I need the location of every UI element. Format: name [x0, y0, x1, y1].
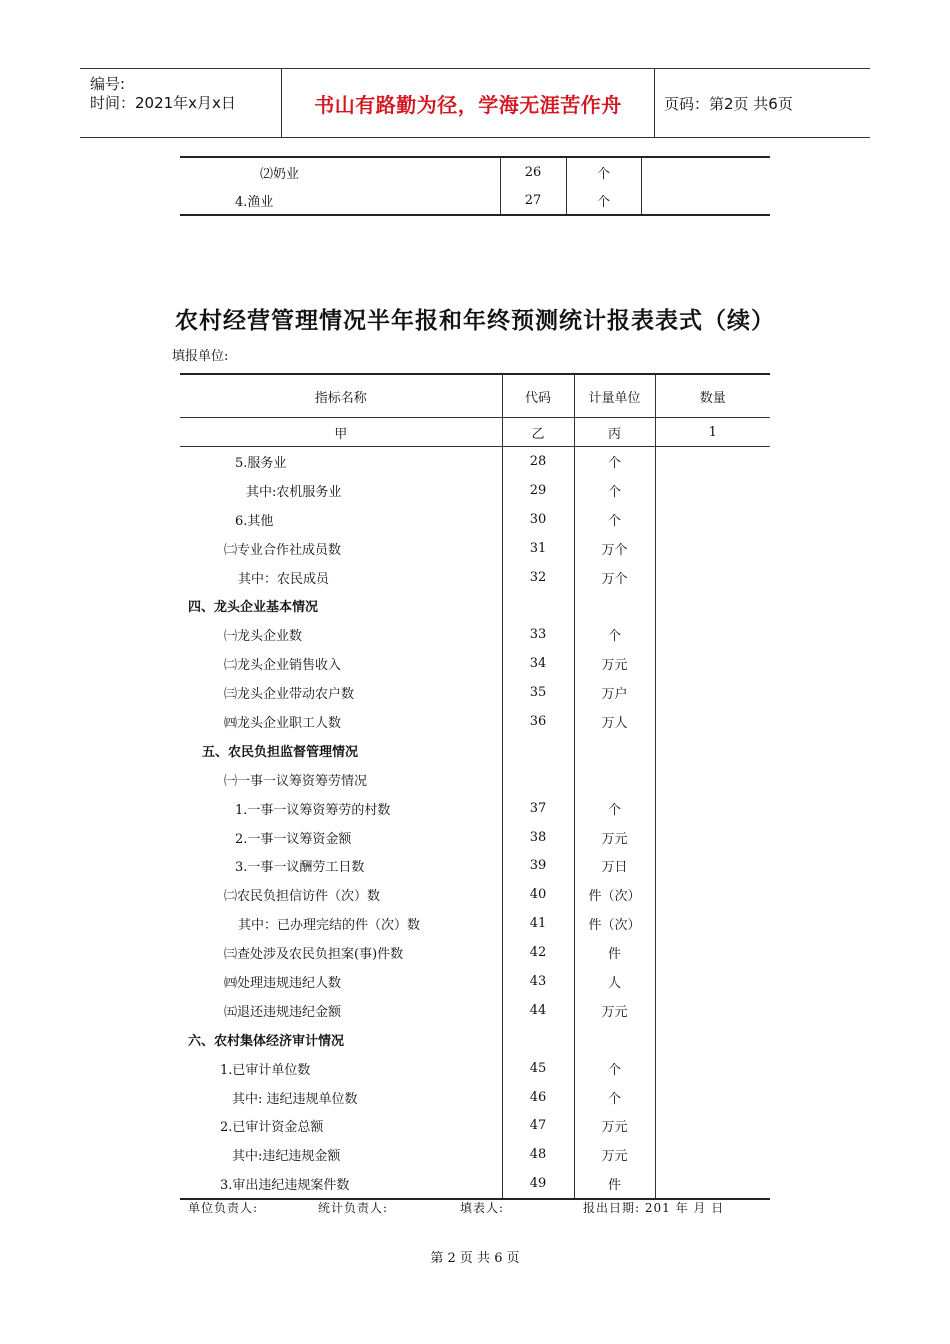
code-cell	[502, 736, 574, 765]
table-row	[180, 1140, 770, 1169]
indicator-name-cell: 其中：农民成员	[238, 571, 330, 587]
indicator-name-cell: ⑵奶业	[260, 166, 300, 182]
quantity-cell	[655, 851, 770, 880]
quantity-cell	[655, 707, 770, 736]
unit-cell: 个	[574, 476, 655, 505]
indicator-name-cell: 2.一事一议筹资金额	[235, 831, 352, 847]
table-row	[180, 476, 770, 505]
quantity-cell	[655, 678, 770, 707]
table-subheader-row	[180, 418, 770, 447]
indicator-name-cell: 五、农民负担监督管理情况	[202, 744, 359, 760]
unit-cell: 个	[566, 157, 641, 186]
table-row	[180, 823, 770, 852]
quantity-cell	[655, 765, 770, 794]
unit-head-label: 单位负责人:	[188, 1201, 259, 1215]
code-cell: 30	[502, 505, 574, 534]
table-row	[180, 765, 770, 794]
table-row	[180, 620, 770, 649]
quantity-cell	[655, 1169, 770, 1199]
unit-cell: 万元	[574, 649, 655, 678]
quantity-cell	[655, 794, 770, 823]
unit-cell: 万个	[574, 534, 655, 563]
indicator-name-cell: ㈢查处涉及农民负担案(事)件数	[224, 947, 404, 963]
quantity-cell	[655, 534, 770, 563]
quantity-cell	[655, 996, 770, 1025]
indicator-name-cell: 四、龙头企业基本情况	[188, 600, 319, 616]
unit-cell: 万元	[574, 996, 655, 1025]
table-row	[180, 505, 770, 534]
table-row	[180, 1111, 770, 1140]
indicator-name-cell: 6.其他	[235, 513, 274, 529]
code-cell: 32	[502, 563, 574, 592]
motto-text: 书山有路勤为径，学海无涯苦作舟	[314, 92, 622, 117]
table-row	[180, 563, 770, 592]
quantity-cell	[655, 967, 770, 996]
quantity-cell	[655, 447, 770, 476]
unit-cell: 个	[574, 1083, 655, 1112]
unit-cell: 个	[574, 620, 655, 649]
fill-unit-label: 填报单位:	[172, 349, 229, 364]
table-row	[180, 880, 770, 909]
code-cell: 43	[502, 967, 574, 996]
table-row	[180, 157, 770, 186]
table-row	[180, 447, 770, 476]
indicator-name-cell: ㈤退还违规违纪金额	[224, 1004, 342, 1020]
unit-cell: 万人	[574, 707, 655, 736]
quantity-cell	[655, 823, 770, 852]
quantity-cell	[655, 649, 770, 678]
continued-table-fragment	[180, 156, 770, 216]
table-row	[180, 794, 770, 823]
page-number-label: 页码：第2页 共6页	[664, 94, 793, 113]
code-cell: 28	[502, 447, 574, 476]
page-title: 农村经营管理情况半年报和年终预测统计报表表式（续）	[175, 308, 775, 334]
unit-cell	[574, 765, 655, 794]
unit-cell	[574, 1025, 655, 1054]
header-page-cell	[654, 69, 870, 137]
table-row	[180, 1083, 770, 1112]
header-quantity: 数量	[655, 374, 770, 418]
table-row	[180, 534, 770, 563]
subheader-quantity: 1	[655, 418, 770, 447]
code-cell: 33	[502, 620, 574, 649]
stat-head-label: 统计负责人:	[318, 1201, 389, 1215]
code-cell: 49	[502, 1169, 574, 1199]
table-row	[180, 967, 770, 996]
quantity-cell	[655, 1140, 770, 1169]
unit-cell: 万日	[574, 851, 655, 880]
unit-cell: 个	[574, 1054, 655, 1083]
quantity-cell	[655, 1083, 770, 1112]
table-row	[180, 851, 770, 880]
indicator-name-cell: 1.已审计单位数	[220, 1062, 311, 1078]
quantity-cell	[641, 186, 770, 215]
indicator-name-cell: 2.已审计资金总额	[220, 1120, 324, 1136]
code-cell: 38	[502, 823, 574, 852]
code-cell: 44	[502, 996, 574, 1025]
unit-cell: 万元	[574, 1111, 655, 1140]
indicator-name-cell: 其中:农机服务业	[246, 484, 342, 500]
table-row	[180, 909, 770, 938]
indicator-name-cell: 其中: 违纪违规单位数	[232, 1091, 358, 1107]
code-cell: 45	[502, 1054, 574, 1083]
quantity-cell	[655, 909, 770, 938]
code-cell: 48	[502, 1140, 574, 1169]
unit-cell: 个	[566, 186, 641, 215]
quantity-cell	[655, 563, 770, 592]
quantity-cell	[655, 1025, 770, 1054]
indicator-name-cell: 3.一事一议酬劳工日数	[235, 860, 365, 876]
filler-label: 填表人:	[460, 1201, 505, 1215]
subheader-unit: 丙	[574, 418, 655, 447]
table-row	[180, 591, 770, 620]
table-row	[180, 938, 770, 967]
subheader-code: 乙	[502, 418, 574, 447]
table-row	[180, 707, 770, 736]
header-left-cell	[80, 69, 280, 137]
indicator-name-cell: ㈠龙头企业数	[224, 629, 303, 645]
serial-label: 编号:	[90, 75, 126, 93]
code-cell: 31	[502, 534, 574, 563]
quantity-cell	[655, 1111, 770, 1140]
code-cell: 34	[502, 649, 574, 678]
time-label: 时间：2021年x月x日	[90, 94, 236, 112]
unit-cell: 万个	[574, 563, 655, 592]
header-unit: 计量单位	[574, 374, 655, 418]
indicator-name-cell: ㈢龙头企业带动农户数	[224, 687, 355, 703]
page-footer: 第 2 页 共 6 页	[430, 1251, 520, 1266]
quantity-cell	[655, 591, 770, 620]
unit-cell: 万元	[574, 1140, 655, 1169]
code-cell: 42	[502, 938, 574, 967]
table-row	[180, 996, 770, 1025]
quantity-cell	[655, 620, 770, 649]
code-cell	[502, 1025, 574, 1054]
indicator-name-cell: ㈠一事一议筹资筹劳情况	[224, 773, 368, 789]
indicator-name-cell: 5.服务业	[235, 455, 287, 471]
code-cell: 37	[502, 794, 574, 823]
code-cell: 36	[502, 707, 574, 736]
header-code: 代码	[502, 374, 574, 418]
header-indicator-name: 指标名称	[180, 374, 502, 418]
unit-cell: 件（次）	[574, 880, 655, 909]
statistics-table	[180, 373, 770, 1200]
code-cell	[502, 591, 574, 620]
indicator-name-cell: 1.一事一议筹资筹劳的村数	[235, 802, 391, 818]
indicator-name-cell: ㈡龙头企业销售收入	[224, 658, 342, 674]
code-cell: 47	[502, 1111, 574, 1140]
header-motto-cell	[281, 69, 655, 137]
code-cell: 39	[502, 851, 574, 880]
indicator-name-cell: ㈣处理违规违纪人数	[224, 975, 342, 991]
unit-cell: 件（次）	[574, 909, 655, 938]
table-row	[180, 1169, 770, 1199]
table-row	[180, 186, 770, 215]
code-cell	[502, 765, 574, 794]
quantity-cell	[655, 505, 770, 534]
code-cell: 27	[500, 186, 566, 215]
table-row	[180, 678, 770, 707]
code-cell: 40	[502, 880, 574, 909]
quantity-cell	[641, 157, 770, 186]
quantity-cell	[655, 880, 770, 909]
indicator-name-cell: 3.审出违纪违规案件数	[220, 1178, 350, 1194]
unit-cell: 个	[574, 794, 655, 823]
quantity-cell	[655, 938, 770, 967]
unit-cell: 件	[574, 938, 655, 967]
table-row	[180, 649, 770, 678]
code-cell: 46	[502, 1083, 574, 1112]
unit-cell	[574, 736, 655, 765]
unit-cell	[574, 591, 655, 620]
code-cell: 26	[500, 157, 566, 186]
indicator-name-cell: 六、农村集体经济审计情况	[188, 1033, 345, 1049]
indicator-name-cell: 4.渔业	[235, 194, 274, 210]
unit-cell: 件	[574, 1169, 655, 1199]
subheader-name: 甲	[180, 418, 502, 447]
indicator-name-cell: ㈡农民负担信访件（次）数	[224, 889, 381, 905]
unit-cell: 万户	[574, 678, 655, 707]
quantity-cell	[655, 1054, 770, 1083]
code-cell: 41	[502, 909, 574, 938]
indicator-name-cell: ㈣龙头企业职工人数	[224, 715, 342, 731]
code-cell: 35	[502, 678, 574, 707]
document-header	[80, 68, 870, 138]
indicator-name-cell: ㈡专业合作社成员数	[224, 542, 342, 558]
indicator-name-cell: 其中：已办理完结的件（次）数	[238, 918, 421, 934]
table-row	[180, 736, 770, 765]
indicator-name-cell: 其中:违纪违规金额	[232, 1149, 341, 1165]
report-date-label: 报出日期: 201 年 月 日	[583, 1201, 725, 1215]
unit-cell: 个	[574, 505, 655, 534]
code-cell: 29	[502, 476, 574, 505]
table-header-row	[180, 374, 770, 418]
quantity-cell	[655, 736, 770, 765]
quantity-cell	[655, 476, 770, 505]
table-row	[180, 1025, 770, 1054]
table-row	[180, 1054, 770, 1083]
unit-cell: 万元	[574, 823, 655, 852]
unit-cell: 个	[574, 447, 655, 476]
unit-cell: 人	[574, 967, 655, 996]
